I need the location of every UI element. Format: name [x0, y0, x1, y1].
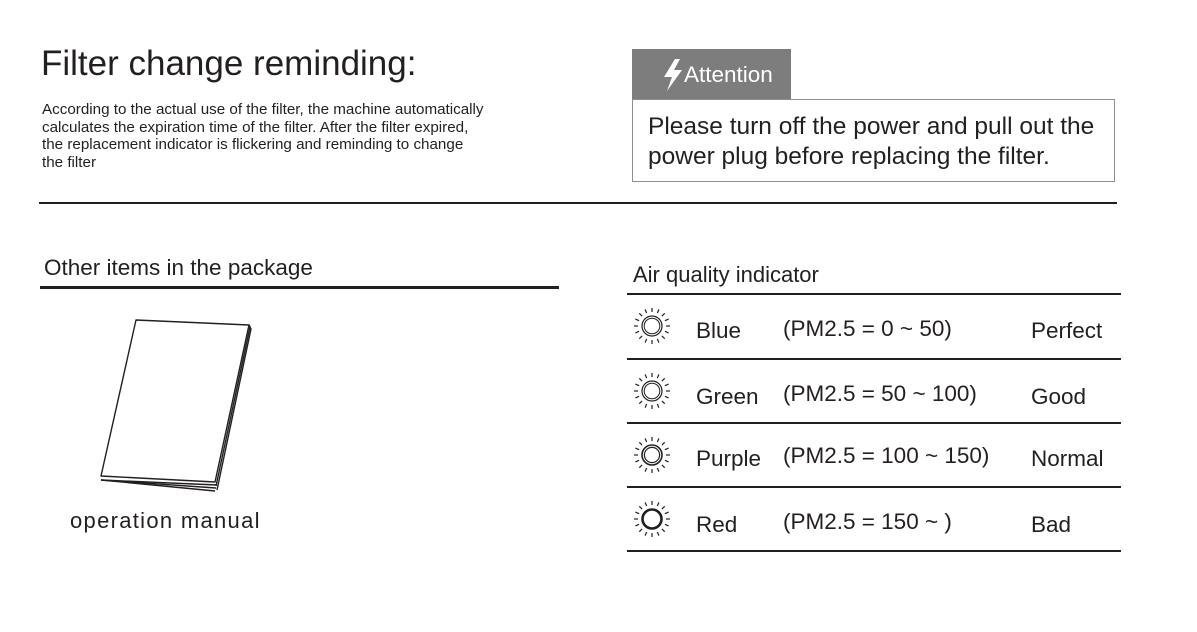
air-quality-level: Good	[1031, 384, 1087, 409]
light-ray	[635, 331, 639, 333]
indicator-light-icon	[632, 499, 672, 539]
light-ray	[645, 502, 647, 506]
indicator-color: Blue	[696, 318, 742, 343]
light-ray	[665, 396, 669, 398]
air-quality-level: Perfect	[1031, 318, 1103, 343]
light-ray	[657, 339, 659, 343]
package-section-title: Other items in the package	[44, 255, 313, 280]
attention-message-line: power plug before replacing the filter.	[648, 143, 1050, 170]
light-ray	[662, 313, 665, 316]
filter-description-line: According to the actual use of the filter, the machine automatically	[42, 101, 484, 118]
light-ray	[657, 404, 659, 408]
filter-description-line: calculates the expiration time of the filter. After the filter expired,	[42, 118, 469, 136]
light-ray	[657, 374, 659, 378]
light-ray	[635, 319, 639, 321]
light-ray	[665, 384, 669, 386]
light-ray	[665, 331, 669, 333]
air-quality-row	[627, 359, 1121, 423]
table-rule	[627, 550, 1121, 552]
section-divider	[39, 202, 1117, 204]
light-ray	[665, 512, 669, 514]
filter-description	[42, 101, 562, 171]
light-ray	[657, 309, 659, 313]
attention-message	[648, 112, 1094, 172]
light-ray	[657, 438, 659, 442]
light-ray	[662, 378, 665, 381]
light-ray	[635, 524, 639, 526]
air-quality-level: Bad	[1031, 512, 1072, 537]
light-ray	[657, 468, 659, 472]
light-ray	[645, 374, 647, 378]
light-ray	[635, 384, 639, 386]
booklet-icon	[95, 316, 257, 496]
light-ray	[665, 448, 669, 450]
light-ray	[639, 465, 642, 468]
air-quality-row	[627, 294, 1121, 358]
attention-tab	[632, 49, 791, 100]
attention-message-box	[632, 99, 1115, 182]
indicator-light-icon	[632, 371, 672, 411]
light-ray	[645, 309, 647, 313]
light-ray	[662, 336, 665, 339]
attention-message-line: Please turn off the power and pull out the	[648, 113, 1095, 140]
light-ray	[645, 339, 647, 343]
indicator-color: Green	[696, 384, 759, 409]
light-ray	[645, 404, 647, 408]
light-ray	[645, 532, 647, 536]
light-ray	[639, 506, 642, 509]
attention-label: Attention	[684, 62, 773, 87]
light-ray	[657, 502, 659, 506]
light-ray	[635, 512, 639, 514]
light-ray	[639, 313, 642, 316]
light-ray	[639, 378, 642, 381]
air-quality-title: Air quality indicator	[633, 262, 819, 287]
indicator-light-icon	[632, 435, 672, 475]
light-ray	[635, 396, 639, 398]
indicator-color: Red	[696, 512, 738, 537]
pm25-range: (PM2.5 = 150 ~ )	[783, 509, 952, 534]
light-ray	[635, 460, 639, 462]
light-ray	[662, 529, 665, 532]
light-ray	[665, 524, 669, 526]
filter-description-line: the filter	[42, 153, 97, 171]
filter-section-title: Filter change reminding:	[41, 44, 417, 83]
light-ray	[639, 442, 642, 445]
package-title-underline	[40, 286, 559, 289]
pm25-range: (PM2.5 = 100 ~ 150)	[783, 443, 990, 468]
filter-description-line: the replacement indicator is flickering and reminding to change	[42, 136, 464, 153]
light-ray	[665, 319, 669, 321]
light-ray	[662, 401, 665, 404]
light-ray	[662, 442, 665, 445]
indicator-light-icon	[632, 306, 672, 346]
pm25-range: (PM2.5 = 0 ~ 50)	[783, 316, 952, 341]
air-quality-row	[627, 423, 1121, 487]
light-ray	[639, 336, 642, 339]
indicator-color: Purple	[696, 446, 762, 471]
light-ray	[665, 460, 669, 462]
pm25-range: (PM2.5 = 50 ~ 100)	[783, 381, 977, 406]
air-quality-level: Normal	[1031, 446, 1104, 471]
operation-manual-label: operation manual	[70, 508, 261, 533]
light-ray	[639, 401, 642, 404]
light-ray	[645, 438, 647, 442]
light-ray	[662, 465, 665, 468]
light-ray	[662, 506, 665, 509]
light-ray	[639, 529, 642, 532]
air-quality-row	[627, 487, 1121, 551]
light-ray	[635, 448, 639, 450]
light-ray	[657, 532, 659, 536]
lightning-bolt-icon	[662, 58, 684, 92]
light-ray	[645, 468, 647, 472]
